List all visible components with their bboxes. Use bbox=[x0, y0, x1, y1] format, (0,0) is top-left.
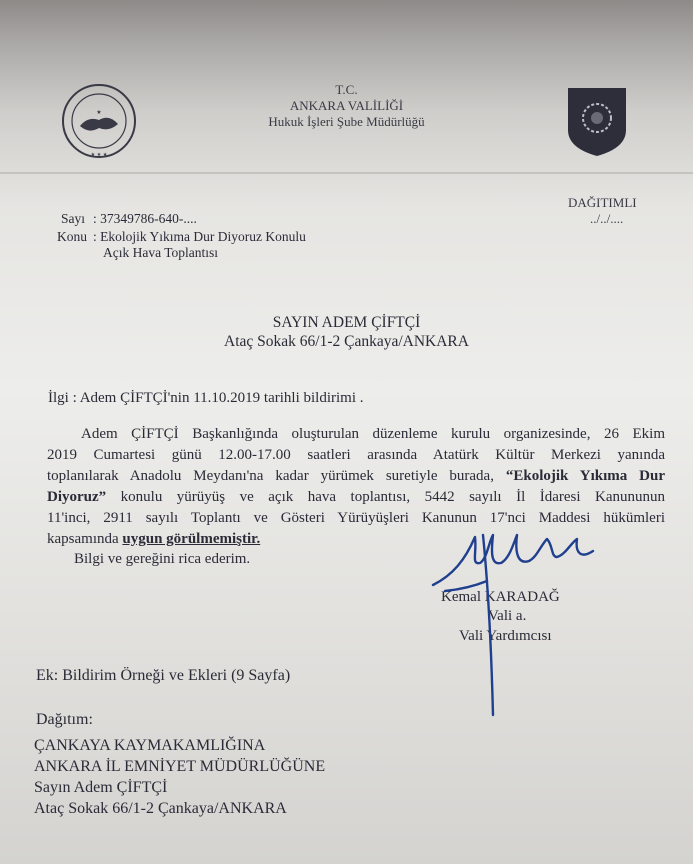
body-line-4-text: konulu yürüyüş ve açık hava toplantısı, 5442 sayılı İl İdaresi Kanununun bbox=[120, 489, 665, 505]
addressee-address: Ataç Sokak 66/1-2 Çankaya/ANKARA bbox=[224, 333, 469, 350]
event-name-part1: “Ekolojik Yıkıma Dur bbox=[505, 468, 665, 484]
header-department: Hukuk İşleri Şube Müdürlüğü bbox=[268, 114, 425, 129]
body-line-3-text: toplanılarak Anadolu Meydanı'na kadar yürümek suretiyle burada, bbox=[47, 468, 494, 484]
body-line-5: 11'inci, 2911 sayılı Toplantı ve Gösteri Yürüyüşleri Kanunun 17'nci Maddesi hükümleri bbox=[47, 510, 665, 526]
paper-fold bbox=[0, 172, 693, 174]
distribution-heading: Dağıtım: bbox=[36, 711, 93, 728]
svg-text:★: ★ bbox=[96, 109, 102, 116]
closing-line: Bilgi ve gereğini rica ederim. bbox=[74, 551, 251, 567]
header-country: T.C. bbox=[335, 82, 358, 97]
sayi-value: : 37349786-640-.... bbox=[93, 211, 197, 226]
body-line-1: Adem ÇİFTÇİ Başkanlığında oluşturulan düzenleme kurulu organizesinde, 26 Ekim bbox=[81, 426, 665, 442]
body-line-3 bbox=[47, 466, 665, 487]
svg-text:★ ★ ★: ★ ★ ★ bbox=[90, 152, 108, 158]
distribution-item: Sayın Adem ÇİFTÇİ bbox=[34, 779, 168, 796]
distribution-item: ÇANKAYA KAYMAKAMLIĞINA bbox=[34, 737, 266, 754]
addressee-name: SAYIN ADEM ÇİFTÇİ bbox=[272, 314, 421, 331]
body-line-6 bbox=[47, 529, 260, 550]
sayi-label: Sayı bbox=[61, 211, 86, 226]
document-date: ../../.... bbox=[590, 211, 624, 226]
signatory-name: Kemal KARADAĞ bbox=[441, 589, 560, 605]
ankara-shield-icon bbox=[566, 86, 628, 158]
ilgi-label: İlgi : bbox=[48, 390, 77, 406]
distribution-item: Ataç Sokak 66/1-2 Çankaya/ANKARA bbox=[34, 800, 287, 817]
distribution-item: ANKARA İL EMNİYET MÜDÜRLÜĞÜNE bbox=[34, 758, 326, 775]
konu-label: Konu bbox=[57, 229, 87, 244]
handwritten-signature bbox=[425, 505, 610, 720]
body-line-6-text: kapsamında bbox=[47, 531, 119, 547]
attachment-line: Ek: Bildirim Örneği ve Ekleri (9 Sayfa) bbox=[36, 667, 291, 684]
signatory-title: Vali a. bbox=[488, 608, 527, 624]
decision-text: uygun görülmemiştir. bbox=[122, 531, 261, 547]
ilgi-line bbox=[48, 388, 364, 409]
ilgi-text: Adem ÇİFTÇİ'nin 11.10.2019 tarihli bildirimi . bbox=[79, 390, 364, 406]
distribution-label: DAĞITIMLI bbox=[568, 195, 637, 210]
body-line-2: 2019 Cumartesi günü 12.00-17.00 saatleri arasında Atatürk Kültür Merkezi yanında bbox=[47, 447, 665, 463]
signatory-role: Vali Yardımcısı bbox=[459, 628, 552, 644]
konu-value-line2: Açık Hava Toplantısı bbox=[103, 245, 219, 260]
event-name-part2: Diyoruz” bbox=[47, 489, 107, 505]
header-office: ANKARA VALİLİĞİ bbox=[289, 98, 404, 113]
konu-value: : Ekolojik Yıkıma Dur Diyoruz Konulu bbox=[93, 229, 306, 244]
